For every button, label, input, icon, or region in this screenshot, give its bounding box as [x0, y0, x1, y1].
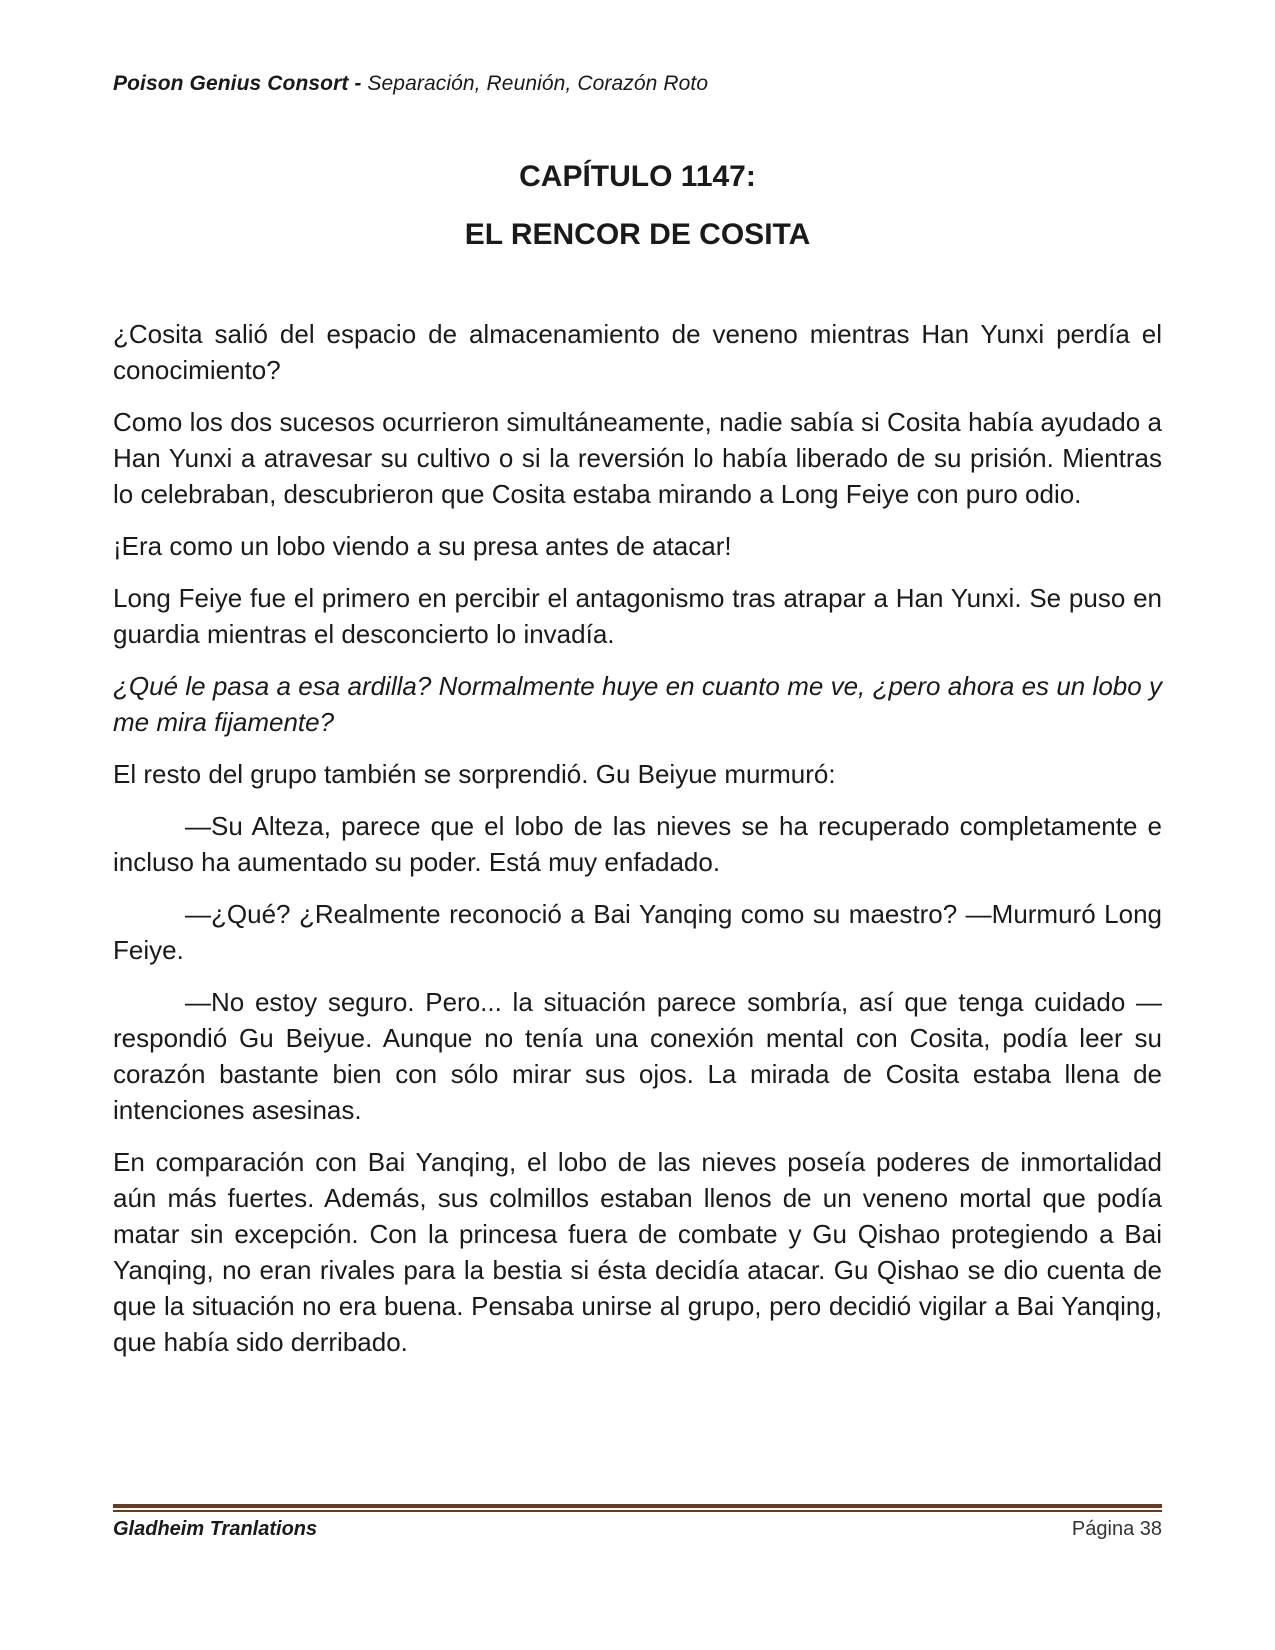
chapter-body: [113, 316, 1162, 1376]
dialog-paragraph: —No estoy seguro. Pero... la situación parece sombría, así que tenga cuidado —respondió Gu Beiyue. Aunque no tenía una conexión mental con Cosita, podía leer su corazón bastante bien con sólo mirar sus ojos. La mirada de Cosita estaba llena de intenciones asesinas.: [113, 987, 1162, 1125]
paragraph: ¡Era como un lobo viendo a su presa antes de atacar!: [113, 531, 732, 561]
dialog-paragraph: —Su Alteza, parece que el lobo de las nieves se ha recuperado completamente e incluso ha aumentado su poder. Está muy enfadado.: [113, 811, 1162, 877]
page-number: Página 38: [1071, 1518, 1162, 1540]
volume-title: Separación, Reunión, Corazón Roto: [367, 72, 709, 95]
footer-rule-thin: [113, 1510, 1162, 1512]
book-title: Poison Genius Consort: [113, 72, 349, 95]
footer-publisher: Gladheim Tranlations: [113, 1518, 318, 1540]
paragraph: En comparación con Bai Yanqing, el lobo de las nieves poseía poderes de inmortalidad aún más fuertes. Además, sus colmillos estaban llenos de un veneno mortal que podía matar sin excepción. Con la princesa fuera de combate y Gu Qishao protegiendo a Bai Yanqing, no eran rivales para la bestia si ésta decidía atacar. Gu Qishao se dio cuenta de que la situación no era buena. Pensaba unirse al grupo, pero decidió vigilar a Bai Yanqing, que había sido derribado.: [113, 1147, 1162, 1357]
footer-rule: [113, 1504, 1162, 1508]
paragraph: Long Feiye fue el primero en percibir el antagonismo tras atrapar a Han Yunxi. Se puso en guardia mientras el desconcierto lo invadía.: [113, 583, 1162, 649]
paragraph: El resto del grupo también se sorprendió. Gu Beiyue murmuró:: [113, 759, 836, 789]
paragraph: Como los dos sucesos ocurrieron simultáneamente, nadie sabía si Cosita había ayudado a Han Yunxi a atravesar su cultivo o si la reversión lo había liberado de su prisión. Mientras lo celebraban, descubrieron que Cosita estaba mirando a Long Feiye con puro odio.: [113, 407, 1162, 509]
inner-thought-paragraph: ¿Qué le pasa a esa ardilla? Normalmente huye en cuanto me ve, ¿pero ahora es un lobo y me mira fijamente?: [113, 671, 1162, 737]
dialog-paragraph: —¿Qué? ¿Realmente reconoció a Bai Yanqing como su maestro? —Murmuró Long Feiye.: [113, 899, 1162, 965]
chapter-number: CAPÍTULO 1147:: [519, 160, 756, 193]
paragraph: ¿Cosita salió del espacio de almacenamiento de veneno mientras Han Yunxi perdía el conocimiento?: [113, 319, 1162, 385]
header-separator: -: [348, 72, 368, 95]
running-header: [113, 72, 708, 96]
chapter-heading: [113, 148, 1162, 264]
chapter-title: EL RENCOR DE COSITA: [464, 218, 811, 251]
